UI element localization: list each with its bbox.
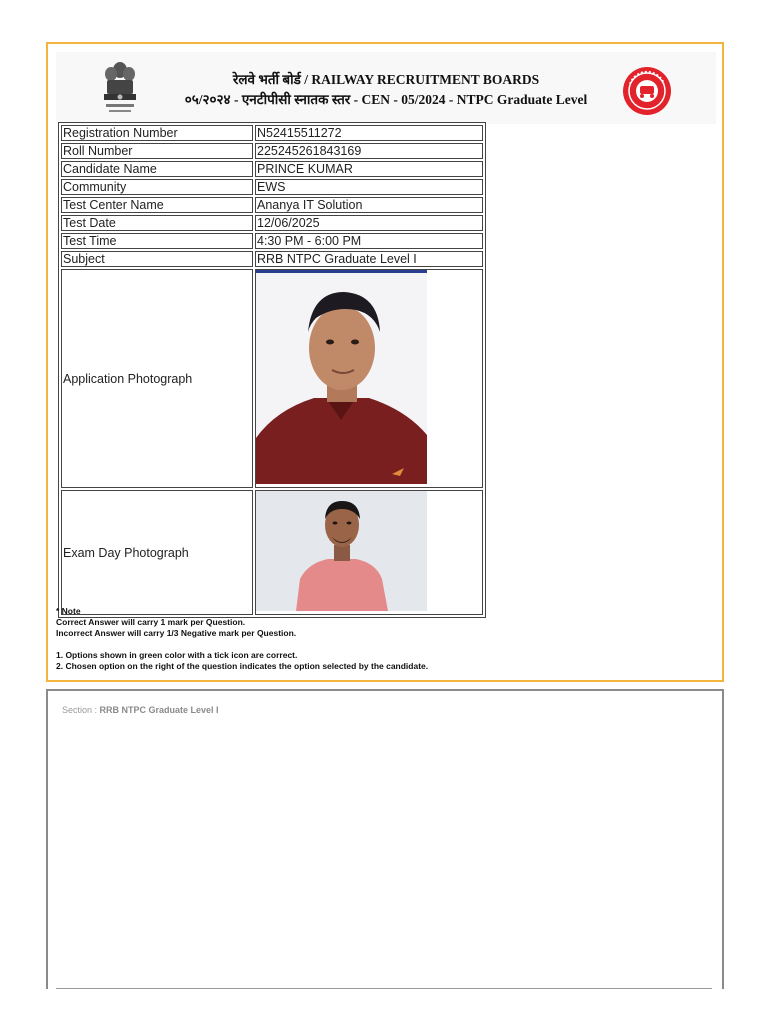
test-time-value: 4:30 PM - 6:00 PM [255,233,483,249]
application-photo-cell [255,269,483,488]
table-row [61,143,483,159]
table-row [61,125,483,141]
header-title: रेलवे भर्ती बोर्ड / RAILWAY RECRUITMENT BOARDS [232,72,540,87]
registration-number-value: N52415511272 [255,125,483,141]
row-label: Test Center Name [61,197,253,213]
indian-railways-logo-icon [622,66,672,116]
candidate-info-card [46,42,724,682]
note-line: Incorrect Answer will carry 1/3 Negative mark per Question. [56,628,297,638]
note-line: Correct Answer will carry 1 mark per Question. [56,617,246,627]
table-row [61,215,483,231]
note-title: * Note [56,606,81,616]
header-banner [56,52,716,124]
table-row [61,161,483,177]
table-row [61,269,483,488]
divider [56,988,712,989]
table-row [61,490,483,615]
section-name: RRB NTPC Graduate Level I [99,705,219,715]
candidate-name-value: PRINCE KUMAR [255,161,483,177]
table-row [61,251,483,267]
note-line: 1. Options shown in green color with a tick icon are correct. [56,650,298,660]
row-label: Test Time [61,233,253,249]
roll-number-value: 225245261843169 [255,143,483,159]
section-heading [62,705,219,715]
row-label: Registration Number [61,125,253,141]
test-center-value: Ananya IT Solution [255,197,483,213]
row-label: Candidate Name [61,161,253,177]
exam-day-photo-label: Exam Day Photograph [61,490,253,615]
row-label: Subject [61,251,253,267]
section-prefix: Section : [62,705,100,715]
exam-day-photo [256,491,427,611]
table-row [61,233,483,249]
table-row [61,179,483,195]
section-card [46,689,724,989]
national-emblem-icon [100,60,140,118]
row-label: Test Date [61,215,253,231]
row-label: Roll Number [61,143,253,159]
notes-block [56,606,716,672]
test-date-value: 12/06/2025 [255,215,483,231]
community-value: EWS [255,179,483,195]
application-photo-label: Application Photograph [61,269,253,488]
note-line: 2. Chosen option on the right of the question indicates the option selected by the candidate. [56,661,429,671]
candidate-details-table [58,122,486,618]
subject-value: RRB NTPC Graduate Level I [255,251,483,267]
exam-day-photo-cell [255,490,483,615]
row-label: Community [61,179,253,195]
table-row [61,197,483,213]
header-subtitle: ०५/२०२४ - एनटीपीसी स्नातक स्तर - CEN - 05/2024 - NTPC Graduate Level [184,92,588,107]
application-photo [256,270,427,484]
